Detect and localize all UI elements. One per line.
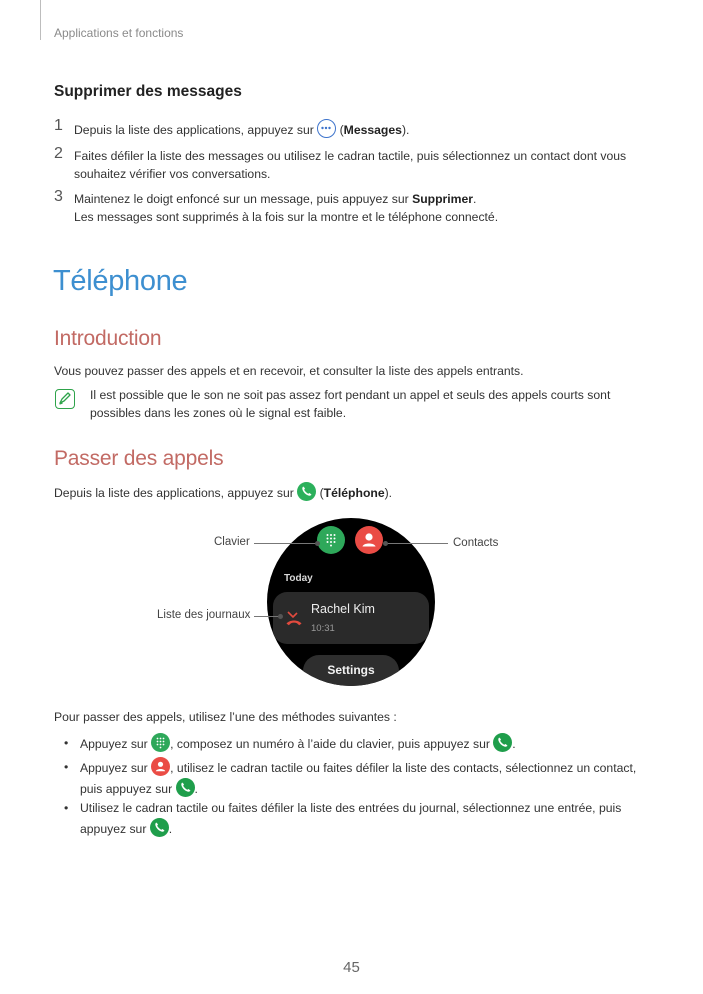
- phone-icon: [176, 778, 195, 797]
- step-number: 3: [54, 188, 63, 205]
- step-number: 2: [54, 145, 63, 162]
- method-2-start: Appuyez sur: [80, 761, 148, 775]
- phone-chapter-title: Téléphone: [53, 265, 188, 297]
- step-2-text: Faites défiler la liste des messages ou utilisez le cadran tactile, puis sélectionnez un contact dont vous souhaitez vérifier vos conversations.: [74, 149, 627, 181]
- step-3-result: Les messages sont supprimés à la fois sur la montre et le téléphone connecté.: [74, 210, 499, 224]
- contact-icon[interactable]: [355, 526, 383, 554]
- missed-call-icon: [284, 608, 304, 628]
- callout-keypad-line: [254, 543, 318, 544]
- method-1-start: Appuyez sur: [80, 737, 148, 751]
- step-number: 1: [54, 117, 63, 134]
- note-text: Il est possible que le son ne soit pas assez fort pendant un appel et seuls des appels courts sont possibles dans les zones où le signal est faible.: [90, 388, 611, 420]
- method-2-rest: , utilisez le cadran tactile ou faites défiler la liste des contacts, sélectionnez un contact, puis appuyez sur: [80, 761, 637, 796]
- callout-contacts: Contacts: [453, 537, 499, 549]
- methods-intro: Pour passer des appels, utilisez l’une des méthodes suivantes :: [54, 710, 397, 724]
- note-icon: [55, 389, 75, 409]
- running-head: Applications et fonctions: [54, 26, 184, 40]
- keypad-icon: [151, 733, 170, 752]
- callout-contacts-dot: [383, 541, 388, 546]
- call-time: 10:31: [311, 623, 335, 634]
- messages-app-name: Messages: [343, 123, 402, 137]
- callout-contacts-line: [386, 543, 448, 544]
- bullet-dot: •: [64, 736, 69, 750]
- callout-log-dot: [278, 614, 283, 619]
- open-phone-instruction: Depuis la liste des applications, appuyez sur (Téléphone).: [54, 482, 654, 502]
- settings-button[interactable]: Settings: [303, 655, 399, 686]
- callout-log: Liste des journaux: [157, 609, 251, 621]
- phone-icon: [150, 818, 169, 837]
- method-3-text: Utilisez le cadran tactile ou faites défiler la liste des entrées du journal, sélectionnez une entrée, puis appuyez sur: [80, 801, 622, 836]
- make-calls-heading: Passer des appels: [54, 447, 224, 470]
- open-phone-text: Depuis la liste des applications, appuyez sur: [54, 486, 294, 500]
- delete-messages-heading: Supprimer des messages: [54, 83, 242, 100]
- callout-log-line: [254, 616, 280, 617]
- bullet-dot: •: [64, 760, 69, 774]
- introduction-heading: Introduction: [54, 327, 162, 350]
- log-date-header: Today: [284, 573, 313, 584]
- phone-icon: [493, 733, 512, 752]
- bullet-dot: •: [64, 801, 69, 815]
- delete-action-label: Supprimer: [412, 192, 474, 206]
- step-1-text: Depuis la liste des applications, appuyez sur: [74, 123, 314, 137]
- keypad-icon[interactable]: [317, 526, 345, 554]
- callout-keypad: Clavier: [214, 536, 250, 548]
- page-number: 45: [343, 959, 360, 976]
- side-rule: [40, 0, 41, 40]
- phone-app-name: Téléphone: [323, 486, 385, 500]
- introduction-text: Vous pouvez passer des appels et en recevoir, et consulter la liste des appels entrants.: [54, 364, 524, 378]
- call-contact-name: Rachel Kim: [311, 602, 375, 616]
- callout-keypad-dot: [315, 541, 320, 546]
- method-1-rest: , composez un numéro à l’aide du clavier, puis appuyez sur: [170, 737, 490, 751]
- messages-icon: [317, 119, 336, 138]
- step-3-text: Maintenez le doigt enfoncé sur un message, puis appuyez sur: [74, 192, 409, 206]
- phone-icon: [297, 482, 316, 501]
- contact-icon: [151, 757, 170, 776]
